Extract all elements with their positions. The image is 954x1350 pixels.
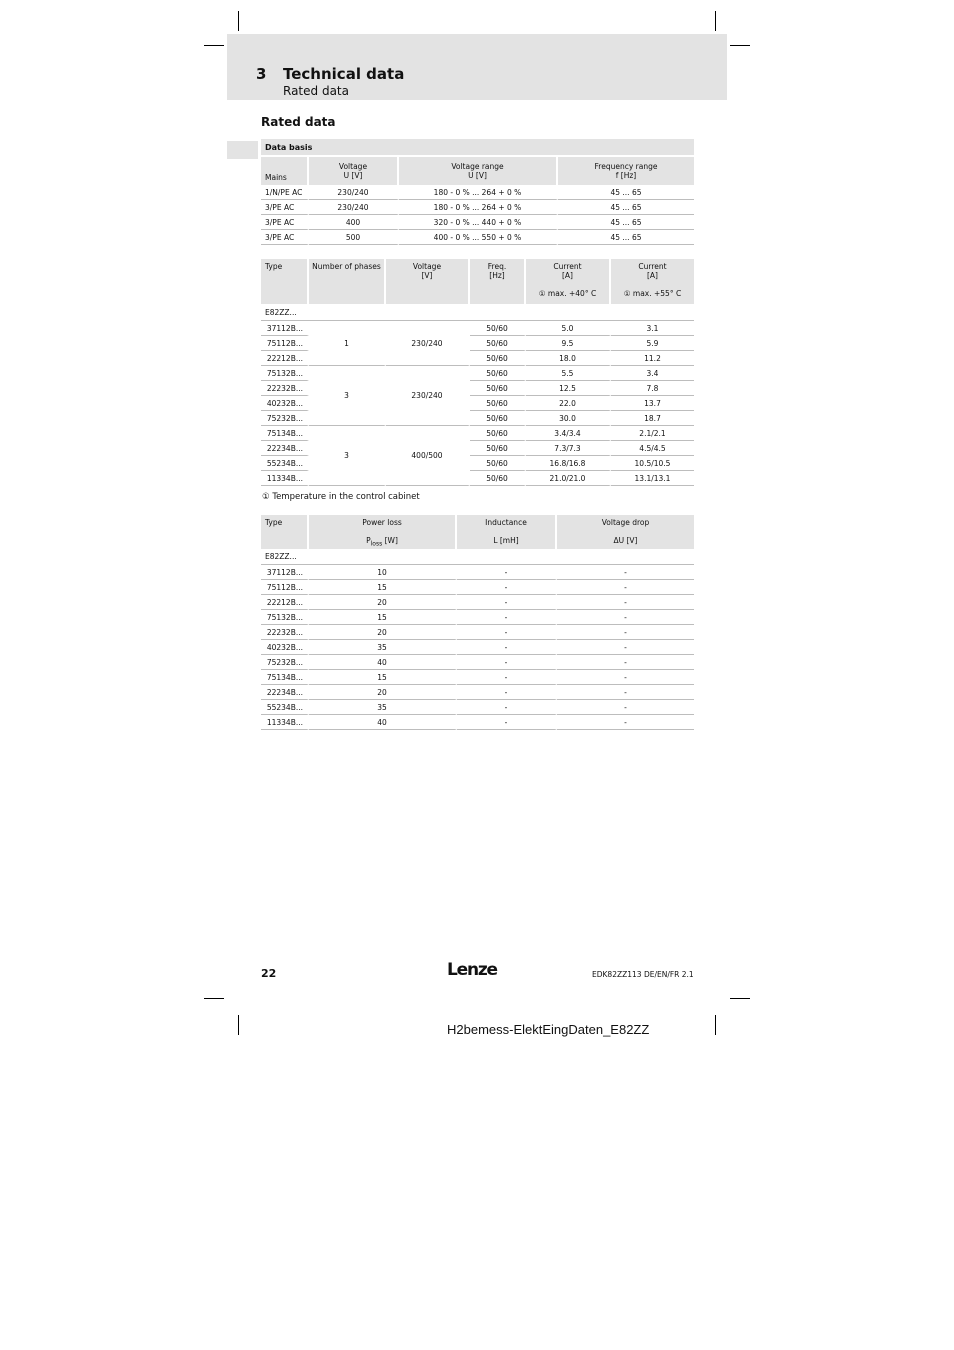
cell-drop: -	[557, 715, 694, 730]
table-row	[261, 685, 694, 700]
cell-inductance: -	[457, 565, 557, 580]
data-basis-title: Data basis	[261, 139, 694, 157]
data-basis-table	[261, 139, 694, 245]
cell-type: 11334B...	[261, 471, 309, 486]
table-row	[261, 215, 694, 230]
cell-inductance: -	[457, 625, 557, 640]
cell-voltage: 400/500	[386, 426, 470, 486]
cell-freq: 50/60	[470, 426, 526, 441]
cell-current-40: 5.0	[526, 321, 611, 336]
cell-loss: 15	[309, 610, 457, 625]
group-label: E82ZZ...	[261, 549, 694, 565]
header-voltage: Voltage U [V]	[309, 157, 399, 185]
cell-voltage: 230/240	[386, 366, 470, 426]
cell-voltage: 500	[309, 230, 399, 245]
cell-current-55: 4.5/4.5	[611, 441, 694, 456]
cell-current-55: 7.8	[611, 381, 694, 396]
cell-mains: 3/PE AC	[261, 230, 309, 245]
cell-phases: 1	[309, 321, 386, 366]
current-table	[261, 259, 694, 486]
table-row	[261, 610, 694, 625]
cell-current-55: 11.2	[611, 351, 694, 366]
cell-current-40: 3.4/3.4	[526, 426, 611, 441]
cell-type: 22212B...	[261, 595, 309, 610]
cell-loss: 15	[309, 670, 457, 685]
cell-voltage: 230/240	[309, 200, 399, 215]
table-row	[261, 185, 694, 200]
table-row	[261, 426, 694, 441]
cell-type: 22212B...	[261, 351, 309, 366]
cell-type: 22232B...	[261, 625, 309, 640]
header-current-40: Current [A] ① max. +40° C	[526, 259, 611, 304]
cell-current-55: 3.1	[611, 321, 694, 336]
header-voltage-range: Voltage range U [V]	[399, 157, 558, 185]
cell-mains: 3/PE AC	[261, 200, 309, 215]
cell-freq: 50/60	[470, 411, 526, 426]
cell-inductance: -	[457, 595, 557, 610]
header-freq: Freq. [Hz]	[470, 259, 526, 304]
table-row	[261, 565, 694, 580]
table-row	[261, 700, 694, 715]
cell-inductance: -	[457, 670, 557, 685]
cell-current-40: 9.5	[526, 336, 611, 351]
table-row	[261, 580, 694, 595]
cell-freq: 45 ... 65	[558, 185, 694, 200]
section-title: Rated data	[261, 115, 336, 129]
side-tab-marker	[227, 141, 258, 159]
crop-mark	[715, 1015, 716, 1035]
cell-voltage: 230/240	[309, 185, 399, 200]
cell-type: 11334B...	[261, 715, 309, 730]
table-row	[261, 715, 694, 730]
cell-voltage: 230/240	[386, 321, 470, 366]
cell-freq: 45 ... 65	[558, 200, 694, 215]
page-number: 22	[261, 967, 277, 980]
table-row	[261, 655, 694, 670]
cell-drop: -	[557, 685, 694, 700]
chapter-subtitle: Rated data	[283, 84, 349, 98]
cell-drop: -	[557, 565, 694, 580]
header-current-55: Current [A] ① max. +55° C	[611, 259, 694, 304]
cell-current-55: 13.7	[611, 396, 694, 411]
cell-current-40: 21.0/21.0	[526, 471, 611, 486]
cell-freq: 50/60	[470, 366, 526, 381]
cell-inductance: -	[457, 640, 557, 655]
cell-type: 75112B...	[261, 580, 309, 595]
cell-range: 400 - 0 % ... 550 + 0 %	[399, 230, 558, 245]
header-phases: Number of phases	[309, 259, 386, 304]
cell-inductance: -	[457, 685, 557, 700]
table-row	[261, 670, 694, 685]
power-loss-table	[261, 515, 694, 730]
header-voltage: Voltage [V]	[386, 259, 470, 304]
cell-loss: 40	[309, 715, 457, 730]
cell-type: 75112B...	[261, 336, 309, 351]
header-mains: Mains	[261, 157, 309, 185]
cell-current-40: 5.5	[526, 366, 611, 381]
crop-mark	[204, 998, 224, 999]
table-row	[261, 595, 694, 610]
cell-phases: 3	[309, 426, 386, 486]
cell-loss: 15	[309, 580, 457, 595]
cell-drop: -	[557, 640, 694, 655]
chapter-number: 3	[256, 65, 267, 83]
cell-freq: 50/60	[470, 381, 526, 396]
crop-mark	[730, 45, 750, 46]
table-row	[261, 625, 694, 640]
header-type: Type	[261, 515, 309, 549]
cell-voltage: 400	[309, 215, 399, 230]
cell-type: 75232B...	[261, 655, 309, 670]
header-type: Type	[261, 259, 309, 304]
document-code: EDK82ZZ113 DE/EN/FR 2.1	[592, 970, 694, 979]
cell-freq: 50/60	[470, 396, 526, 411]
cell-loss: 20	[309, 685, 457, 700]
cell-mains: 1/N/PE AC	[261, 185, 309, 200]
cell-loss: 35	[309, 640, 457, 655]
cell-freq: 50/60	[470, 321, 526, 336]
document-name: H2bemess-ElektEingDaten_E82ZZ	[447, 1022, 650, 1037]
cell-drop: -	[557, 595, 694, 610]
table-row	[261, 366, 694, 381]
cell-type: 40232B...	[261, 640, 309, 655]
cell-current-40: 12.5	[526, 381, 611, 396]
cell-type: 22232B...	[261, 381, 309, 396]
cell-type: 75134B...	[261, 670, 309, 685]
crop-mark	[238, 1015, 239, 1035]
cell-current-40: 30.0	[526, 411, 611, 426]
cell-type: 55234B...	[261, 700, 309, 715]
cell-current-40: 16.8/16.8	[526, 456, 611, 471]
cell-range: 180 - 0 % ... 264 + 0 %	[399, 200, 558, 215]
cell-freq: 50/60	[470, 471, 526, 486]
cell-loss: 20	[309, 625, 457, 640]
cell-current-55: 13.1/13.1	[611, 471, 694, 486]
cell-drop: -	[557, 670, 694, 685]
group-label: E82ZZ...	[261, 304, 694, 321]
cell-freq: 50/60	[470, 441, 526, 456]
table-row	[261, 230, 694, 245]
cell-type: 22234B...	[261, 441, 309, 456]
cell-drop: -	[557, 700, 694, 715]
cell-drop: -	[557, 625, 694, 640]
cell-current-55: 18.7	[611, 411, 694, 426]
cell-type: 37112B...	[261, 321, 309, 336]
header-frequency-range: Frequency range f [Hz]	[558, 157, 694, 185]
cell-range: 180 - 0 % ... 264 + 0 %	[399, 185, 558, 200]
cell-mains: 3/PE AC	[261, 215, 309, 230]
cell-inductance: -	[457, 655, 557, 670]
cell-drop: -	[557, 580, 694, 595]
crop-mark	[715, 11, 716, 31]
footnote: ① Temperature in the control cabinet	[262, 492, 420, 502]
cell-type: 75232B...	[261, 411, 309, 426]
cell-loss: 10	[309, 565, 457, 580]
cell-loss: 40	[309, 655, 457, 670]
cell-current-55: 3.4	[611, 366, 694, 381]
cell-type: 37112B...	[261, 565, 309, 580]
cell-inductance: -	[457, 580, 557, 595]
cell-type: 75132B...	[261, 610, 309, 625]
header-voltage-drop: Voltage drop ΔU [V]	[557, 515, 694, 549]
cell-type: 40232B...	[261, 396, 309, 411]
cell-current-40: 22.0	[526, 396, 611, 411]
cell-freq: 50/60	[470, 336, 526, 351]
crop-mark	[730, 998, 750, 999]
cell-inductance: -	[457, 700, 557, 715]
cell-type: 75134B...	[261, 426, 309, 441]
crop-mark	[238, 11, 239, 31]
table-row	[261, 200, 694, 215]
header-inductance: Inductance L [mH]	[457, 515, 557, 549]
cell-current-40: 7.3/7.3	[526, 441, 611, 456]
cell-range: 320 - 0 % ... 440 + 0 %	[399, 215, 558, 230]
cell-type: 55234B...	[261, 456, 309, 471]
header-power-loss: Power loss $P_{loss}$ [W]	[309, 515, 457, 549]
cell-current-55: 5.9	[611, 336, 694, 351]
table-row	[261, 321, 694, 336]
cell-drop: -	[557, 610, 694, 625]
cell-freq: 50/60	[470, 351, 526, 366]
cell-drop: -	[557, 655, 694, 670]
cell-inductance: -	[457, 715, 557, 730]
cell-type: 22234B...	[261, 685, 309, 700]
cell-current-55: 10.5/10.5	[611, 456, 694, 471]
lenze-logo: Lenze	[447, 960, 497, 980]
table-row	[261, 640, 694, 655]
cell-inductance: -	[457, 610, 557, 625]
cell-loss: 20	[309, 595, 457, 610]
cell-type: 75132B...	[261, 366, 309, 381]
cell-phases: 3	[309, 366, 386, 426]
crop-mark	[204, 45, 224, 46]
cell-freq: 50/60	[470, 456, 526, 471]
cell-freq: 45 ... 65	[558, 230, 694, 245]
cell-current-40: 18.0	[526, 351, 611, 366]
cell-freq: 45 ... 65	[558, 215, 694, 230]
chapter-title: Technical data	[283, 65, 405, 83]
cell-current-55: 2.1/2.1	[611, 426, 694, 441]
cell-loss: 35	[309, 700, 457, 715]
